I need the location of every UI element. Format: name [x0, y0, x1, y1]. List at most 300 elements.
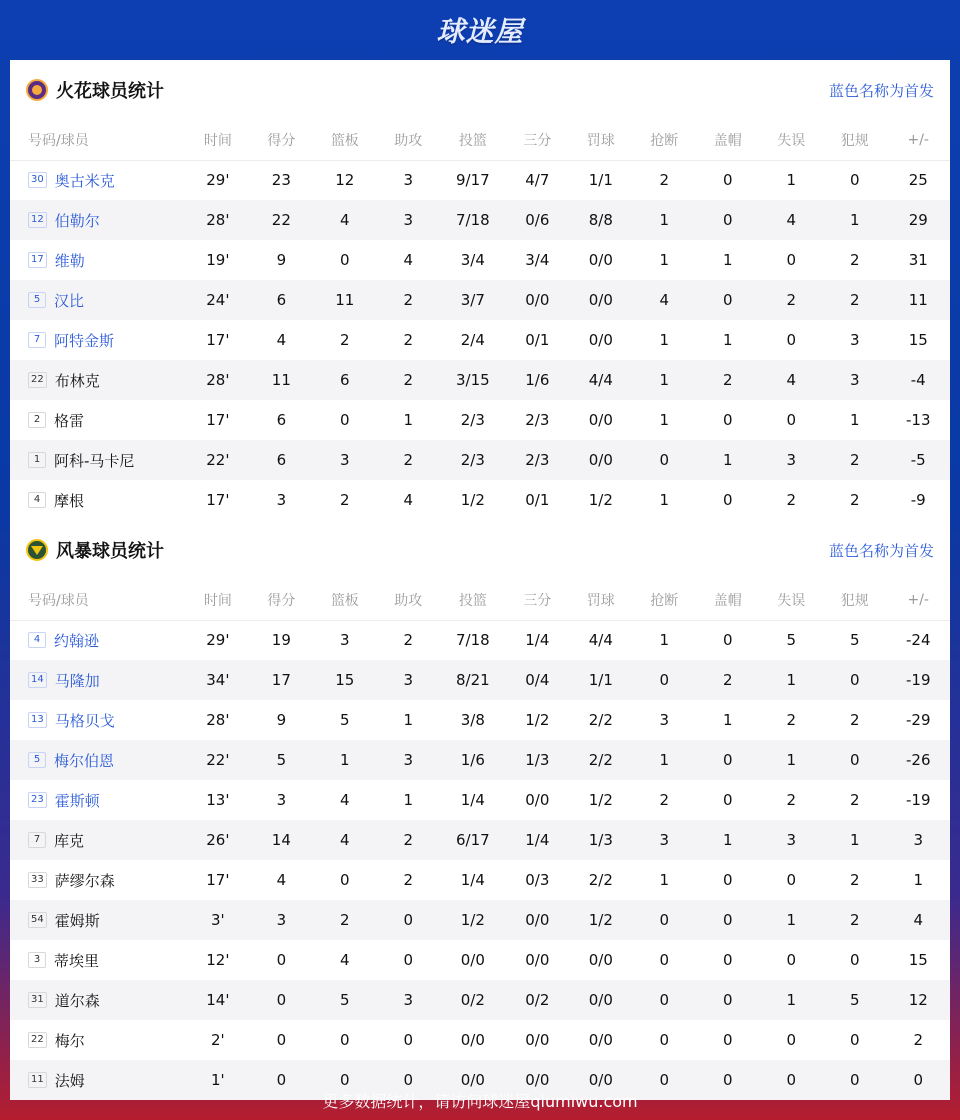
stat-tp: 0/1 — [525, 491, 550, 509]
stat-pm: 3 — [886, 820, 950, 860]
stat-fg: 7/18 — [455, 631, 490, 650]
stat-pf: 5 — [849, 631, 860, 650]
column-header: 时间 — [203, 132, 232, 149]
stats-card — [10, 60, 950, 1090]
stat-tov: 0 — [760, 1060, 823, 1100]
stat-ast: 2 — [377, 280, 440, 320]
stat-blk: 0 — [723, 1031, 733, 1049]
stat-ast: 0 — [403, 951, 414, 969]
stat-stl: 1 — [659, 631, 670, 650]
stat-pm: 29 — [886, 200, 950, 240]
stat-pts: 9 — [276, 711, 287, 729]
stat-pts: 11 — [250, 360, 313, 400]
column-header: 三分 — [523, 132, 552, 149]
stat-ft: 8/8 — [569, 200, 632, 240]
stat-pts: 6 — [250, 280, 313, 320]
stat-pf: 1 — [823, 820, 886, 860]
jersey-number: 30 — [28, 172, 47, 188]
stat-tp: 2/3 — [506, 440, 569, 480]
brand-logo — [0, 0, 960, 60]
stat-pts: 23 — [271, 171, 291, 190]
stat-pm: 1 — [913, 871, 924, 889]
column-header: 失误 — [777, 592, 806, 609]
stat-pm: -5 — [886, 440, 950, 480]
stat-tp: 0/0 — [506, 1060, 569, 1100]
stat-min: 17' — [206, 411, 230, 429]
stat-min: 12' — [206, 951, 230, 969]
column-header: 失误 — [777, 132, 806, 149]
stat-tov: 0 — [786, 251, 797, 269]
stat-ast: 1 — [403, 711, 414, 729]
stat-ast: 4 — [403, 251, 414, 269]
column-header: 犯规 — [840, 592, 869, 609]
player-cell — [10, 1020, 186, 1060]
stat-pf: 3 — [849, 331, 860, 349]
player-cell — [10, 940, 186, 980]
stat-pts: 3 — [276, 791, 287, 809]
stat-ast: 2 — [403, 631, 414, 650]
table-row — [10, 200, 950, 240]
player-cell — [10, 700, 186, 740]
stat-stl: 3 — [633, 820, 696, 860]
stat-stl: 1 — [659, 411, 670, 429]
player-name: 阿科-马卡尼 — [54, 451, 135, 470]
stat-ast: 0 — [403, 1031, 414, 1049]
stat-min: 3' — [186, 900, 249, 940]
player-cell — [10, 200, 186, 240]
jersey-number: 22 — [28, 1032, 47, 1048]
stat-reb: 0 — [313, 1060, 376, 1100]
table-row — [10, 320, 950, 360]
stat-pts: 5 — [250, 740, 313, 780]
table-row — [10, 700, 950, 740]
table-row — [10, 360, 950, 400]
player-name[interactable]: 约翰逊 — [54, 631, 100, 650]
jersey-number: 7 — [28, 332, 46, 348]
jersey-number: 17 — [28, 252, 47, 268]
player-stats-table — [10, 120, 950, 520]
stat-stl: 1 — [659, 491, 670, 509]
stat-ft: 2/2 — [588, 711, 613, 729]
stat-min: 17' — [206, 491, 230, 509]
stat-fg: 0/0 — [460, 951, 485, 969]
player-cell — [10, 400, 186, 440]
stat-pm: -19 — [905, 791, 931, 809]
stat-fg: 1/4 — [460, 871, 485, 889]
stat-tp: 0/0 — [506, 900, 569, 940]
stat-pts: 6 — [250, 440, 313, 480]
player-stats-table — [10, 580, 950, 1100]
stat-fg: 7/18 — [440, 200, 506, 240]
stat-tp: 0/0 — [525, 1031, 550, 1049]
stat-tp: 1/4 — [525, 631, 550, 650]
player-cell — [10, 860, 186, 900]
column-header: 盖帽 — [713, 592, 742, 609]
player-name: 蒂埃里 — [54, 951, 100, 970]
player-cell — [10, 820, 186, 860]
stat-min: 2' — [211, 1031, 225, 1049]
stat-ft: 0/0 — [588, 1031, 613, 1049]
stat-pf: 2 — [823, 900, 886, 940]
stat-tp: 0/1 — [525, 331, 550, 349]
jersey-number: 4 — [28, 632, 46, 648]
stat-stl: 0 — [659, 1031, 670, 1049]
stat-min: 29' — [206, 631, 230, 650]
player-name: 萨缪尔森 — [54, 871, 115, 890]
player-name: 布林克 — [54, 371, 100, 390]
stat-stl: 2 — [659, 171, 670, 190]
stat-pm: 15 — [908, 951, 928, 969]
stat-tov: 1 — [786, 171, 797, 190]
player-cell — [10, 440, 186, 480]
player-name: 法姆 — [54, 1071, 85, 1090]
stat-stl: 0 — [633, 440, 696, 480]
player-name[interactable]: 霍斯顿 — [54, 791, 100, 810]
table-row — [10, 900, 950, 940]
stat-stl: 4 — [633, 280, 696, 320]
team-title: 风暴球员统计 — [56, 541, 164, 562]
stat-tov: 2 — [760, 280, 823, 320]
stat-blk: 1 — [723, 331, 733, 349]
stat-stl: 1 — [633, 200, 696, 240]
stat-ast: 2 — [377, 820, 440, 860]
stat-ft: 4/4 — [588, 631, 613, 650]
stat-blk: 0 — [723, 171, 733, 190]
stat-stl: 1 — [659, 251, 670, 269]
stat-blk: 0 — [696, 900, 759, 940]
column-header: 罚球 — [586, 592, 615, 609]
stat-tp: 1/6 — [506, 360, 569, 400]
stat-min: 19' — [206, 251, 230, 269]
stat-blk: 0 — [723, 951, 733, 969]
stat-tov: 0 — [786, 951, 797, 969]
stat-tov: 4 — [760, 200, 823, 240]
footer — [0, 1080, 960, 1120]
team-title-group — [26, 77, 164, 103]
team-title-group — [26, 537, 164, 563]
stat-reb: 0 — [340, 251, 350, 269]
stat-tov: 0 — [786, 411, 797, 429]
jersey-number: 5 — [28, 292, 46, 308]
column-header: 盖帽 — [713, 132, 742, 149]
stat-pm: 11 — [886, 280, 950, 320]
stat-ast: 3 — [377, 980, 440, 1020]
team-header — [10, 520, 950, 580]
stat-ft: 1/3 — [569, 820, 632, 860]
stat-pm: 31 — [908, 251, 928, 269]
player-name: 霍姆斯 — [54, 911, 100, 930]
player-cell — [10, 360, 186, 400]
stat-tp: 1/3 — [506, 740, 569, 780]
stat-reb: 3 — [340, 631, 350, 650]
stat-tp: 0/2 — [506, 980, 569, 1020]
stat-ast: 1 — [403, 411, 414, 429]
stat-ft: 0/0 — [588, 331, 613, 349]
stat-ast: 2 — [403, 871, 414, 889]
team-section-storm — [10, 520, 950, 1100]
stat-tp: 1/4 — [506, 820, 569, 860]
player-cell — [10, 660, 186, 700]
stat-min: 22' — [186, 740, 249, 780]
column-header: 得分 — [267, 132, 296, 149]
stat-blk: 1 — [696, 820, 759, 860]
stat-pts: 14 — [250, 820, 313, 860]
stat-reb: 2 — [340, 331, 350, 349]
stat-ast: 2 — [377, 360, 440, 400]
stat-ft: 4/4 — [569, 360, 632, 400]
stat-min: 28' — [186, 200, 249, 240]
stat-ast: 0 — [377, 1060, 440, 1100]
stat-fg: 2/3 — [460, 411, 485, 429]
stat-blk: 1 — [696, 440, 759, 480]
jersey-number: 12 — [28, 212, 47, 228]
player-cell — [10, 620, 186, 660]
stat-pts: 0 — [276, 1031, 287, 1049]
starter-note: 蓝色名称为首发 — [828, 541, 934, 560]
stat-tov: 2 — [786, 711, 797, 729]
stat-ft: 1/2 — [588, 491, 613, 509]
stat-blk: 0 — [723, 791, 733, 809]
stat-stl: 0 — [659, 951, 670, 969]
stat-pm: -26 — [886, 740, 950, 780]
stat-ft: 2/2 — [588, 871, 613, 889]
column-header: 时间 — [203, 592, 232, 609]
stat-ft: 1/1 — [588, 171, 613, 190]
table-row — [10, 160, 950, 200]
table-row — [10, 620, 950, 660]
stat-fg: 0/0 — [440, 1060, 506, 1100]
stat-tov: 3 — [760, 820, 823, 860]
stat-ast: 0 — [377, 900, 440, 940]
stat-pts: 9 — [276, 251, 287, 269]
stat-blk: 0 — [696, 740, 759, 780]
stat-pts: 4 — [276, 331, 287, 349]
player-name: 摩根 — [54, 491, 85, 510]
table-row — [10, 980, 950, 1020]
table-row — [10, 780, 950, 820]
player-cell — [10, 780, 186, 820]
stat-pts: 22 — [250, 200, 313, 240]
stat-pf: 2 — [849, 491, 860, 509]
jersey-number: 3 — [28, 952, 46, 968]
player-cell — [10, 240, 186, 280]
stat-ft: 0/0 — [569, 980, 632, 1020]
column-header: 抢断 — [650, 592, 679, 609]
footer-text: 更多数据统计，请访问球迷屋qiumiwu.com — [322, 1091, 638, 1111]
stat-tov: 3 — [760, 440, 823, 480]
jersey-number: 1 — [28, 452, 46, 468]
stat-blk: 1 — [723, 251, 733, 269]
stat-pm: 4 — [886, 900, 950, 940]
stat-pts: 4 — [276, 871, 287, 889]
stat-pf: 2 — [849, 791, 860, 809]
stat-blk: 0 — [696, 980, 759, 1020]
stat-fg: 3/15 — [440, 360, 506, 400]
stat-ft: 1/1 — [569, 660, 632, 700]
stat-reb: 11 — [313, 280, 376, 320]
stat-tov: 2 — [786, 791, 797, 809]
jersey-number: 13 — [28, 712, 47, 728]
stat-fg: 6/17 — [440, 820, 506, 860]
stat-pts: 6 — [276, 411, 287, 429]
stat-pf: 0 — [823, 660, 886, 700]
stat-blk: 0 — [723, 631, 733, 650]
stat-tp: 3/4 — [525, 251, 550, 269]
table-row — [10, 280, 950, 320]
stat-min: 17' — [206, 871, 230, 889]
stat-pm: 15 — [908, 331, 928, 349]
player-name[interactable]: 汉比 — [54, 291, 85, 310]
stat-min: 14' — [186, 980, 249, 1020]
jersey-number: 23 — [28, 792, 47, 808]
jersey-number: 22 — [28, 372, 47, 388]
stat-fg: 2/3 — [440, 440, 506, 480]
stat-stl: 1 — [633, 360, 696, 400]
column-header: 罚球 — [586, 132, 615, 149]
stat-pts: 3 — [276, 491, 287, 509]
table-row — [10, 400, 950, 440]
stat-reb: 0 — [340, 411, 350, 429]
jersey-number: 14 — [28, 672, 47, 688]
stat-min: 34' — [186, 660, 249, 700]
table-header-row — [10, 120, 950, 160]
stat-ft: 0/0 — [569, 280, 632, 320]
stat-pts: 0 — [250, 980, 313, 1020]
stat-pf: 2 — [849, 871, 860, 889]
brand-logo-text: 球迷屋 — [436, 15, 524, 48]
player-cell — [10, 320, 186, 360]
table-row — [10, 820, 950, 860]
column-header: 号码/球员 — [28, 132, 89, 149]
player-name[interactable]: 马格贝戈 — [54, 711, 115, 730]
stat-fg: 1/6 — [440, 740, 506, 780]
stat-tov: 4 — [760, 360, 823, 400]
stat-fg: 2/4 — [460, 331, 485, 349]
player-name[interactable]: 阿特金斯 — [54, 331, 115, 350]
stat-reb: 0 — [340, 871, 350, 889]
jersey-number: 2 — [28, 412, 46, 428]
column-header: 号码/球员 — [28, 592, 89, 609]
player-name[interactable]: 维勒 — [54, 251, 85, 270]
stat-pf: 5 — [823, 980, 886, 1020]
column-header: 投篮 — [458, 592, 487, 609]
stat-pf: 0 — [849, 171, 860, 190]
stat-ast: 3 — [377, 660, 440, 700]
stat-ft: 2/2 — [569, 740, 632, 780]
player-name: 格雷 — [54, 411, 85, 430]
stat-tp: 2/3 — [525, 411, 550, 429]
team-title: 火花球员统计 — [56, 81, 164, 102]
stat-tp: 0/6 — [506, 200, 569, 240]
stat-reb: 4 — [313, 820, 376, 860]
column-header: 得分 — [267, 592, 296, 609]
stat-blk: 1 — [723, 711, 733, 729]
stat-pm: 25 — [908, 171, 928, 190]
stat-tov: 5 — [786, 631, 797, 650]
stat-blk: 0 — [696, 200, 759, 240]
stat-stl: 0 — [633, 1060, 696, 1100]
jersey-number: 11 — [28, 1072, 47, 1088]
player-cell — [10, 280, 186, 320]
player-cell — [10, 480, 186, 520]
table-row — [10, 240, 950, 280]
stat-pm: -4 — [886, 360, 950, 400]
stat-reb: 1 — [313, 740, 376, 780]
stat-reb: 6 — [313, 360, 376, 400]
stat-stl: 0 — [633, 980, 696, 1020]
stat-min: 24' — [186, 280, 249, 320]
stat-ft: 0/0 — [588, 951, 613, 969]
player-cell — [10, 980, 186, 1020]
stat-stl: 1 — [659, 331, 670, 349]
stat-pm: -9 — [910, 491, 926, 509]
stat-tp: 0/0 — [506, 280, 569, 320]
stat-blk: 0 — [696, 1060, 759, 1100]
column-header: 犯规 — [840, 132, 869, 149]
column-header: +/- — [907, 131, 929, 148]
player-name: 库克 — [54, 831, 85, 850]
stat-pf: 2 — [823, 280, 886, 320]
player-name[interactable]: 梅尔伯恩 — [54, 751, 115, 770]
jersey-number: 4 — [28, 492, 46, 508]
player-name[interactable]: 马隆加 — [54, 671, 100, 690]
team-header — [10, 60, 950, 120]
stat-pm: -24 — [905, 631, 931, 650]
team-section-sparks — [10, 60, 950, 520]
stat-min: 1' — [186, 1060, 249, 1100]
stat-ft: 0/0 — [588, 251, 613, 269]
table-row — [10, 1020, 950, 1060]
stat-reb: 5 — [313, 980, 376, 1020]
stat-ast: 1 — [403, 791, 414, 809]
jersey-number: 33 — [28, 872, 47, 888]
stat-tov: 0 — [786, 1031, 797, 1049]
stat-pf: 1 — [823, 200, 886, 240]
stat-ft: 0/0 — [569, 440, 632, 480]
stat-pf: 0 — [823, 1060, 886, 1100]
table-row — [10, 440, 950, 480]
stat-tp: 1/2 — [525, 711, 550, 729]
stat-min: 28' — [186, 360, 249, 400]
stat-fg: 0/0 — [460, 1031, 485, 1049]
player-name[interactable]: 伯勒尔 — [54, 211, 100, 230]
stat-blk: 0 — [723, 871, 733, 889]
player-name[interactable]: 奥古米克 — [54, 171, 115, 190]
table-row — [10, 860, 950, 900]
stat-fg: 3/4 — [460, 251, 485, 269]
stat-reb: 15 — [313, 660, 376, 700]
stat-min: 28' — [206, 711, 230, 729]
stat-blk: 2 — [696, 360, 759, 400]
stat-reb: 4 — [340, 951, 350, 969]
stat-stl: 0 — [633, 900, 696, 940]
stat-tp: 0/4 — [506, 660, 569, 700]
stat-ast: 3 — [377, 740, 440, 780]
stat-pts: 3 — [250, 900, 313, 940]
table-row — [10, 480, 950, 520]
stat-ft: 1/2 — [569, 900, 632, 940]
stat-pm: -29 — [905, 711, 931, 729]
stat-tov: 1 — [760, 900, 823, 940]
stat-tov: 2 — [786, 491, 797, 509]
starter-note: 蓝色名称为首发 — [828, 81, 934, 100]
stat-tov: 1 — [760, 740, 823, 780]
table-row — [10, 740, 950, 780]
stat-stl: 2 — [659, 791, 670, 809]
stat-blk: 0 — [723, 491, 733, 509]
stat-ast: 2 — [403, 331, 414, 349]
table-row — [10, 660, 950, 700]
